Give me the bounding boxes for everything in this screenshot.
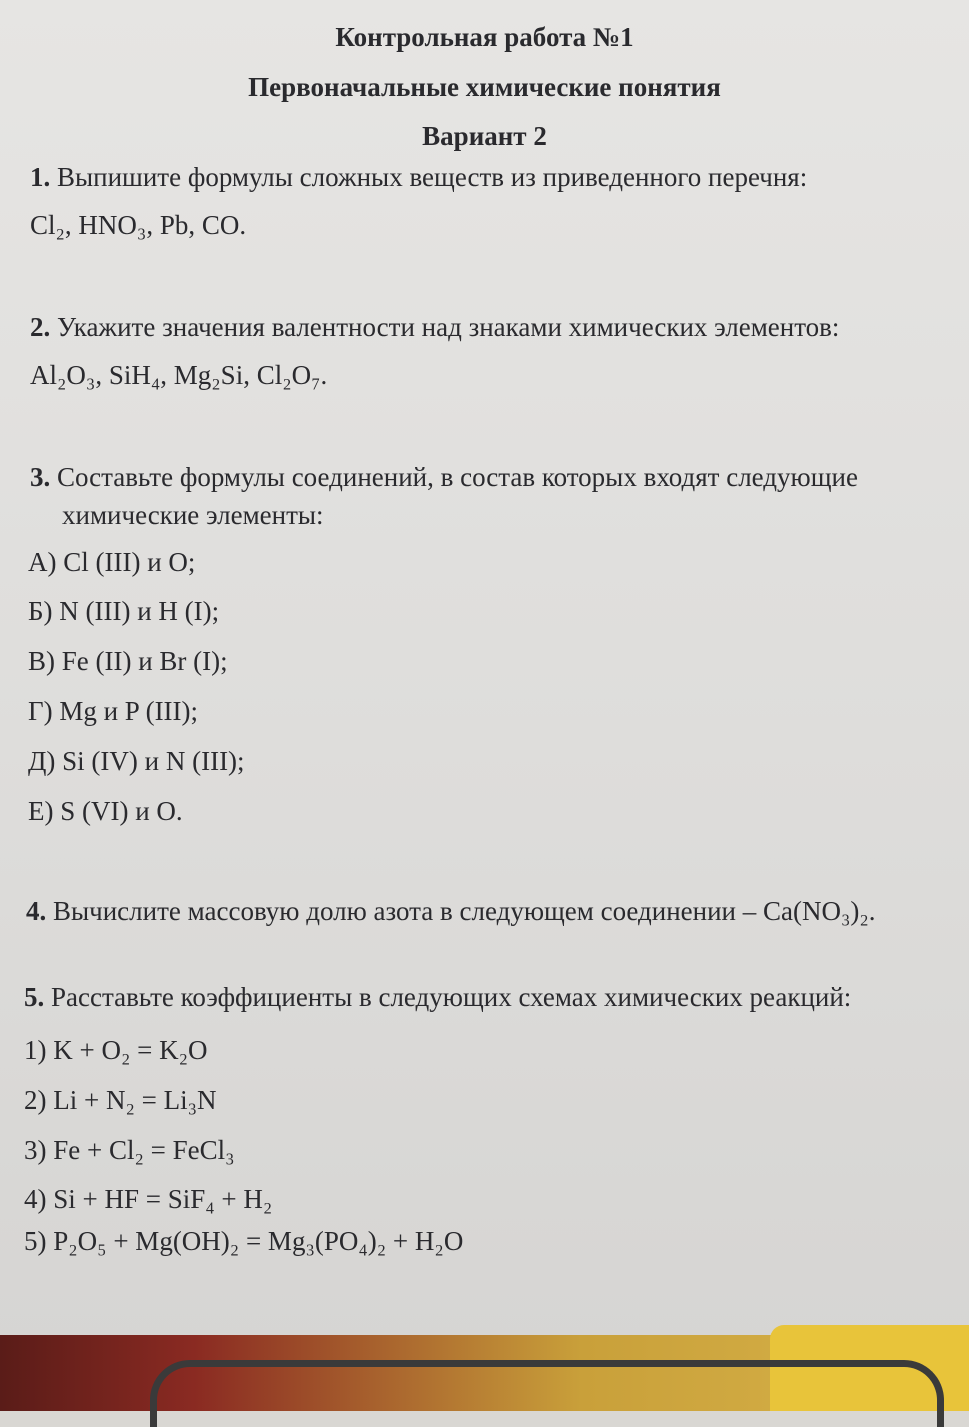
variant-label: Вариант 2 [422, 121, 547, 151]
question-number: 5. [24, 982, 45, 1012]
reaction: 1) K + O₂ = K₂O [24, 1035, 208, 1065]
question-number: 3. [30, 462, 51, 492]
q3-item: Д) Si (IV) и N (III); [28, 746, 245, 776]
question-text: Выпишите формулы сложных веществ из приведенного перечня: [57, 162, 808, 192]
q3-item: Г) Mg и P (III); [28, 696, 199, 726]
question-3 [30, 462, 858, 493]
question-4 [26, 896, 876, 927]
question-text: Вычислите массовую долю азота в следующем соединении – Ca(NO₃)₂. [53, 896, 876, 926]
question-3-continued: химические элементы: [62, 500, 324, 530]
question-5 [24, 982, 851, 1013]
q1-formulas: Cl₂, HNO₃, Pb, CO. [30, 210, 247, 240]
wire-handle [150, 1360, 944, 1427]
page-title: Контрольная работа №1 [335, 22, 634, 52]
q3-item: Е) S (VI) и O. [28, 796, 183, 826]
q3-item: А) Cl (III) и O; [28, 547, 196, 577]
page-subtitle: Первоначальные химические понятия [248, 72, 721, 102]
reaction: 4) Si + HF = SiF₄ + H₂ [24, 1184, 273, 1214]
question-number: 2. [30, 312, 51, 342]
q3-item: Б) N (III) и H (I); [28, 596, 220, 626]
reaction: 5) P₂O₅ + Mg(OH)₂ = Mg₃(PO₄)₂ + H₂O [24, 1226, 464, 1256]
question-text: Составьте формулы соединений, в состав которых входят следующие [57, 462, 858, 492]
q3-item: В) Fe (II) и Br (I); [28, 646, 228, 676]
question-text: Укажите значения валентности над знаками химических элементов: [57, 312, 840, 342]
q2-formulas: Al₂O₃, SiH₄, Mg₂Si, Cl₂O₇. [30, 360, 328, 390]
question-1 [30, 162, 807, 193]
question-2 [30, 312, 839, 343]
question-number: 4. [26, 896, 47, 926]
question-number: 1. [30, 162, 51, 192]
reaction: 3) Fe + Cl₂ = FeCl₃ [24, 1135, 235, 1165]
reaction: 2) Li + N₂ = Li₃N [24, 1085, 217, 1115]
question-text: Расставьте коэффициенты в следующих схемах химических реакций: [51, 982, 852, 1012]
